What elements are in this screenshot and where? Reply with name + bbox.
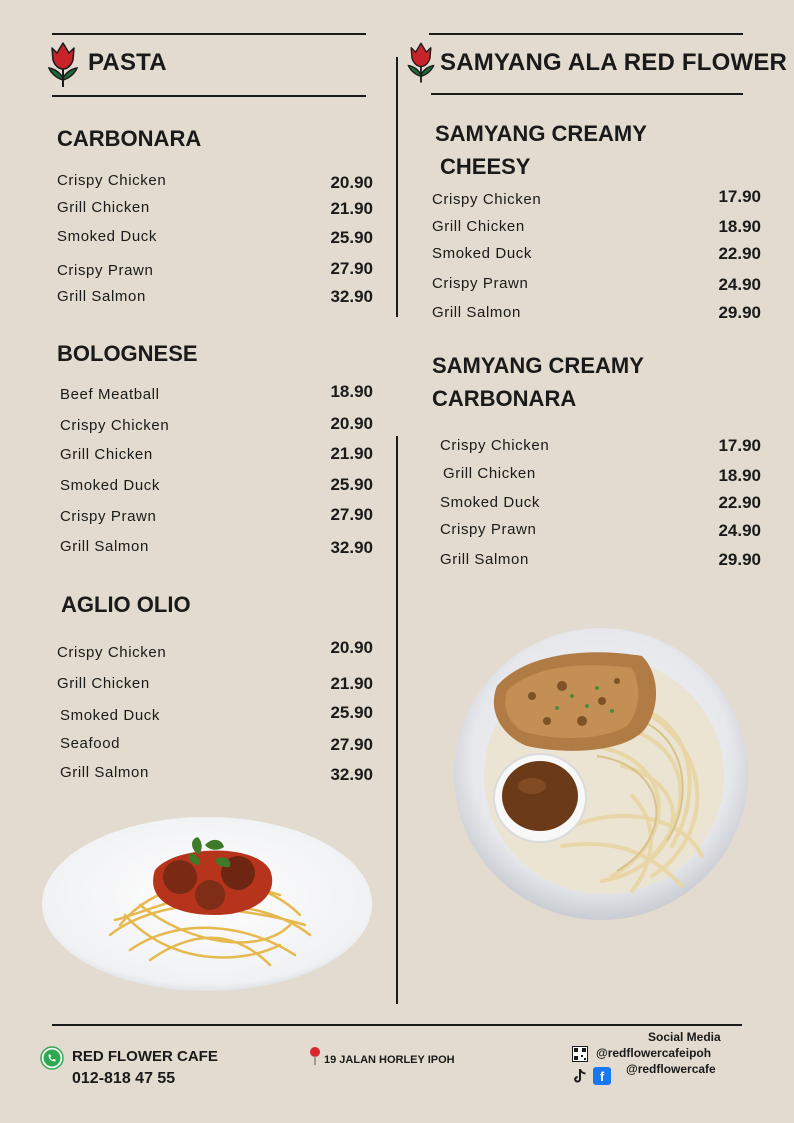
menu-item-price: 21.90 <box>330 199 373 218</box>
bolognese-dish-image <box>40 815 374 993</box>
menu-item-name: Grill Salmon <box>440 551 529 568</box>
carbonara-title: CARBONARA <box>57 126 202 151</box>
menu-item-name: Seafood <box>60 735 121 752</box>
samyang-carbonara-dish-image <box>452 626 750 922</box>
qr-code-icon <box>572 1046 588 1062</box>
whatsapp-icon <box>40 1046 64 1070</box>
menu-item-price: 24.90 <box>718 521 761 540</box>
tiktok-facebook-handle[interactable]: @redflowercafe <box>626 1062 716 1076</box>
menu-item-name: Crispy Chicken <box>57 644 167 661</box>
menu-item-price: 22.90 <box>718 244 761 263</box>
menu-item-price: 27.90 <box>330 259 373 278</box>
column-divider-bottom <box>396 436 398 1004</box>
menu-item-price: 18.90 <box>718 466 761 485</box>
menu-item-name: Grill Chicken <box>432 218 525 235</box>
menu-item-name: Grill Chicken <box>60 446 153 463</box>
menu-item-price: 17.90 <box>718 436 761 455</box>
menu-item-price: 32.90 <box>330 287 373 306</box>
menu-item-name: Grill Salmon <box>60 764 149 781</box>
bolognese-title: BOLOGNESE <box>57 341 198 366</box>
menu-item-name: Crispy Prawn <box>440 521 537 538</box>
menu-item-name: Grill Salmon <box>60 538 149 555</box>
facebook-icon[interactable]: f <box>593 1067 611 1085</box>
menu-item-name: Crispy Prawn <box>57 262 154 279</box>
left-header-bottom-rule <box>52 95 366 97</box>
menu-item-name: Crispy Prawn <box>60 508 157 525</box>
menu-item-name: Grill Chicken <box>57 199 150 216</box>
tiktok-icon[interactable] <box>573 1068 587 1084</box>
menu-item-name: Smoked Duck <box>60 707 160 724</box>
samyang-creamy-cheesy-title-line1: SAMYANG CREAMY <box>435 121 647 146</box>
menu-item-name: Crispy Chicken <box>432 191 542 208</box>
menu-item-name: Smoked Duck <box>57 228 157 245</box>
menu-item-price: 20.90 <box>330 414 373 433</box>
aglio-olio-title: AGLIO OLIO <box>61 592 191 617</box>
pasta-section-title: PASTA <box>88 49 167 76</box>
menu-item-price: 29.90 <box>718 550 761 569</box>
menu-item-price: 20.90 <box>330 173 373 192</box>
menu-item-price: 25.90 <box>330 228 373 247</box>
footer-rule <box>52 1024 742 1026</box>
menu-item-price: 20.90 <box>330 638 373 657</box>
cafe-address: 19 JALAN HORLEY IPOH <box>324 1054 455 1066</box>
column-divider-top <box>396 57 398 317</box>
samyang-section-title: SAMYANG ALA RED FLOWER <box>440 49 788 76</box>
samyang-creamy-carbonara-title-line1: SAMYANG CREAMY <box>432 353 644 378</box>
menu-item-name: Grill Salmon <box>432 304 521 321</box>
menu-item-price: 32.90 <box>330 765 373 784</box>
right-header-top-rule <box>429 33 743 35</box>
menu-item-name: Grill Chicken <box>443 465 536 482</box>
menu-item-name: Smoked Duck <box>440 494 540 511</box>
menu-item-price: 24.90 <box>718 275 761 294</box>
menu-item-price: 21.90 <box>330 674 373 693</box>
cafe-name: RED FLOWER CAFE <box>72 1048 218 1065</box>
menu-item-name: Crispy Chicken <box>60 417 170 434</box>
menu-item-name: Grill Salmon <box>57 288 146 305</box>
menu-item-price: 27.90 <box>330 505 373 524</box>
menu-item-price: 18.90 <box>330 382 373 401</box>
menu-item-name: Smoked Duck <box>432 245 532 262</box>
menu-item-name: Grill Chicken <box>57 675 150 692</box>
menu-item-name: Beef Meatball <box>60 386 160 403</box>
location-pin-icon <box>308 1046 322 1066</box>
samyang-creamy-carbonara-title-line2: CARBONARA <box>432 386 577 411</box>
menu-item-price: 22.90 <box>718 493 761 512</box>
menu-item-price: 17.90 <box>718 187 761 206</box>
menu-item-name: Crispy Chicken <box>57 172 167 189</box>
menu-item-price: 18.90 <box>718 217 761 236</box>
menu-item-price: 32.90 <box>330 538 373 557</box>
menu-item-name: Smoked Duck <box>60 477 160 494</box>
tulip-icon <box>44 40 82 88</box>
menu-item-price: 21.90 <box>330 444 373 463</box>
menu-item-name: Crispy Prawn <box>432 275 529 292</box>
menu-item-price: 29.90 <box>718 303 761 322</box>
menu-item-name: Crispy Chicken <box>440 437 550 454</box>
tulip-icon <box>404 40 438 84</box>
social-media-label: Social Media <box>648 1030 721 1044</box>
menu-item-price: 25.90 <box>330 703 373 722</box>
instagram-handle[interactable]: @redflowercafeipoh <box>596 1046 712 1060</box>
right-header-bottom-rule <box>431 93 743 95</box>
menu-item-price: 27.90 <box>330 735 373 754</box>
cafe-phone: 012-818 47 55 <box>72 1070 176 1087</box>
samyang-creamy-cheesy-title-line2: CHEESY <box>440 154 531 179</box>
left-header-top-rule <box>52 33 366 35</box>
menu-item-price: 25.90 <box>330 475 373 494</box>
